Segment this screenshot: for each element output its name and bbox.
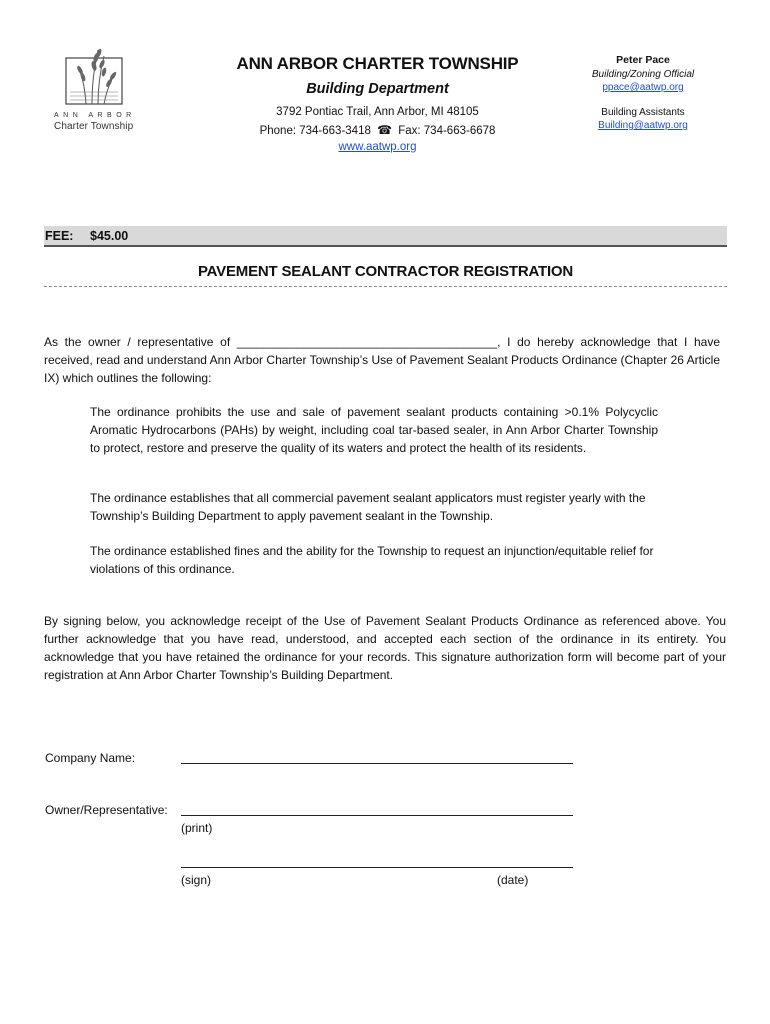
ordinance-item: The ordinance establishes that all commercial pavement sealant applicators must register yearly with the Township’s Building Department to apply pavement sealant in the Township. [90,491,646,523]
fee-amount: $45.00 [90,229,129,243]
fax-number: Fax: 734-663-6678 [398,125,496,137]
date-label: (date) [497,873,529,887]
owner-representative-label: Owner/Representative: [45,803,168,817]
ordinance-item: The ordinance established fines and the ability for the Township to request an injunction/equitable relief for violations of this ordinance. [90,544,654,576]
ordinance-item: The ordinance prohibits the use and sale of pavement sealant products containing >0.1% Polycyclic Aromatic Hydrocarbons (PAHs) by weight, including coal tar-based sealer, in Ann Arbor Charter Township to protect, restore and preserve the quality of its waters and protect the health of its residents. [90,405,658,455]
fee-bar [44,226,727,247]
signature-paragraph: By signing below, you acknowledge receipt of the Use of Pavement Sealant Products Ordinance as referenced above. You further acknowledge that you have read, understood, and accepted each section of the ordinance in its entirety. You acknowledge that you have retained the ordinance for your records. This signature authorization form will become part of your registration at Ann Arbor Charter Township’s Building Department. [44,614,726,682]
telephone-icon: ☎ [377,123,393,137]
official-email-link[interactable]: ppace@aatwp.org [602,82,684,93]
print-label: (print) [181,821,213,835]
intro-paragraph: As the owner / representative of _______________________________________, I do hereby acknowledge that I have received, read and understand Ann Arbor Charter Township’s Use of Pavement Sealant Products Ordinance (Chapter 26 Article IX) which outlines the following: [44,335,720,385]
company-name-field[interactable] [181,751,573,769]
department-name: Building Department [306,81,449,97]
assistants-email-link[interactable]: Building@aatwp.org [598,120,688,131]
fee-label: FEE: [45,229,74,243]
company-name-label: Company Name: [45,751,136,765]
owner-print-field[interactable] [181,803,573,821]
phone-number: Phone: 734-663-3418 [259,125,371,137]
logo-text-bottom: Charter Township [54,121,134,132]
signature-field[interactable] [181,855,573,873]
contacts-block [583,54,703,131]
assistants-label: Building Assistants [601,107,685,118]
official-title: Building/Zoning Official [591,69,695,80]
sign-label: (sign) [181,873,212,887]
website-link[interactable]: www.aatwp.org [338,141,417,153]
letterhead [210,54,545,153]
title-divider [44,286,727,287]
form-title: PAVEMENT SEALANT CONTRACTOR REGISTRATION [197,263,574,280]
address: 3792 Pontiac Trail, Ann Arbor, MI 48105 [276,106,479,118]
official-name: Peter Pace [616,54,670,66]
org-name: ANN ARBOR CHARTER TOWNSHIP [236,54,519,73]
phone-fax-line [210,123,545,137]
logo-text-top: ANN ARBOR [54,112,136,119]
